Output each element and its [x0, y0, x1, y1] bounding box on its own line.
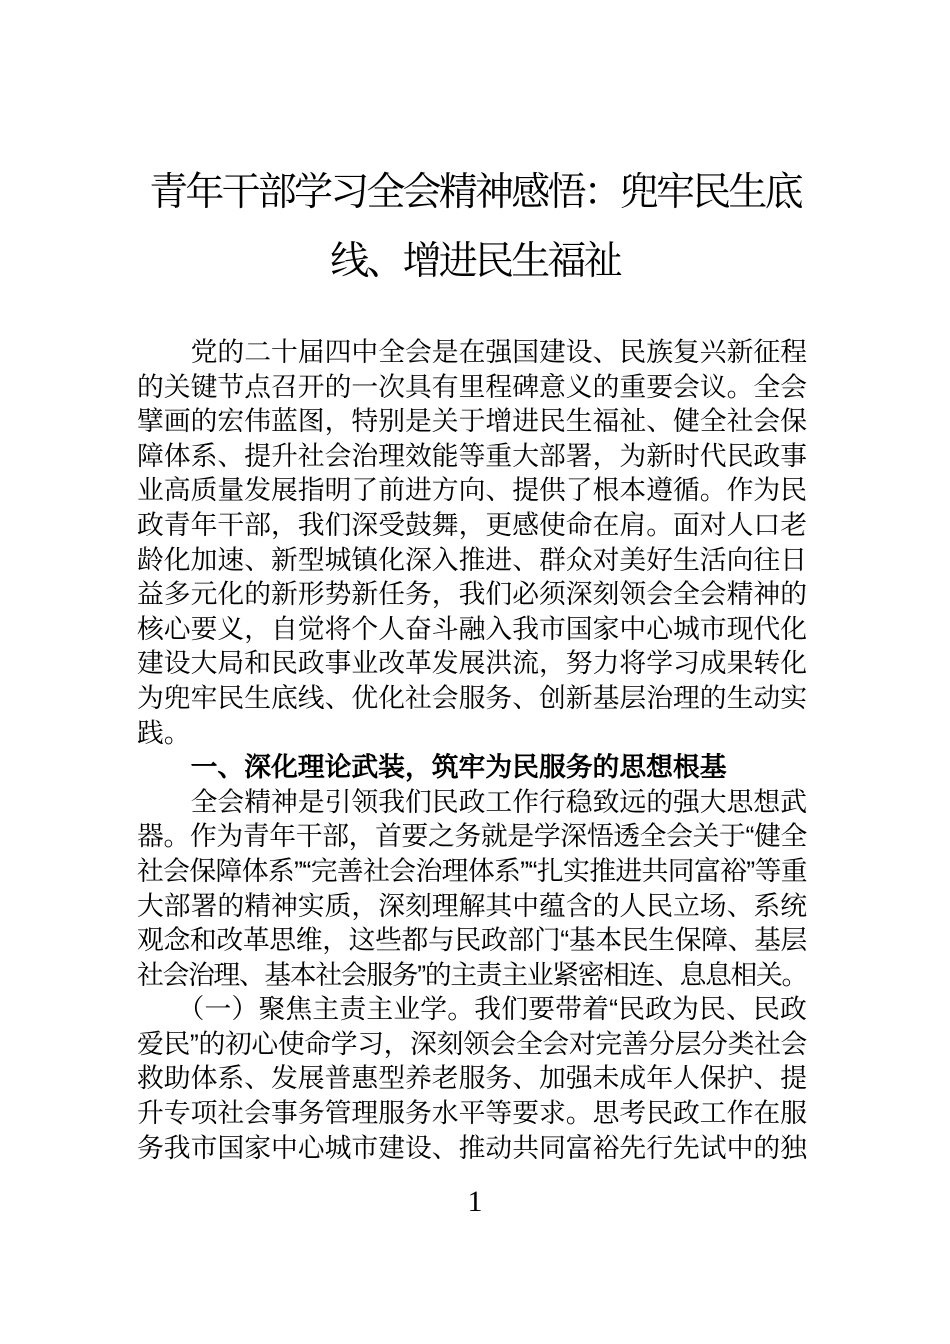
text-line: [137, 577, 807, 612]
text-line-content: 大部署的精神实质，深刻理解其中蕴含的人民立场、系统: [137, 890, 807, 921]
text-line: [137, 854, 807, 889]
text-line: [137, 716, 807, 751]
text-line: [137, 612, 807, 647]
text-line-content: 擘画的宏伟蓝图，特别是关于增进民生福祉、健全社会保: [137, 406, 807, 437]
title-line-1: 青年干部学习全会精神感悟：兜牢民生底: [149, 171, 801, 214]
text-line-content: 政青年干部，我们深受鼓舞，更感使命在肩。面对人口老: [137, 509, 807, 540]
text-line-content: 践。: [137, 717, 191, 748]
document-title: [0, 158, 950, 296]
title-line-2: 线、增进民生福祉: [330, 240, 620, 283]
text-line-content: 社会治理、基本社会服务”的主责主业紧密相连、息息相关。: [137, 959, 807, 990]
text-line: [137, 1131, 807, 1166]
text-line-content: 益多元化的新形势新任务，我们必须深刻领会全会精神的: [137, 579, 807, 610]
text-line: [137, 1096, 807, 1131]
text-line: [137, 1061, 807, 1096]
text-line: [137, 785, 807, 820]
text-line-content: （一）聚焦主责主业学。我们要带着“民政为民、民政: [137, 994, 807, 1025]
text-line: [137, 335, 807, 370]
text-line: [137, 819, 807, 854]
text-line-content: 全会精神是引领我们民政工作行稳致远的强大思想武: [137, 786, 807, 817]
text-line-content: 党的二十届四中全会是在强国建设、民族复兴新征程: [137, 337, 807, 367]
text-line: [137, 646, 807, 681]
text-line: [137, 1027, 807, 1062]
text-line-content: 救助体系、发展普惠型养老服务、加强未成年人保护、提: [137, 1063, 807, 1094]
text-line: [137, 543, 807, 578]
text-line-content: 爱民”的初心使命学习，深刻领会全会对完善分层分类社会: [137, 1028, 807, 1059]
text-line-content: 为兜牢民生底线、优化社会服务、创新基层治理的生动实: [137, 682, 807, 713]
text-line-content: 器。作为青年干部，首要之务就是学深悟透全会关于“健全: [137, 821, 807, 852]
text-line-content: 业高质量发展指明了前进方向、提供了根本遵循。作为民: [137, 475, 807, 506]
text-line-content: 龄化加速、新型城镇化深入推进、群众对美好生活向往日: [137, 544, 807, 575]
text-line: [137, 404, 807, 439]
text-line-content: 障体系、提升社会治理效能等重大部署，为新时代民政事: [137, 440, 807, 471]
text-line: [137, 958, 807, 993]
text-line-content: 升专项社会事务管理服务水平等要求。思考民政工作在服: [137, 1098, 807, 1129]
text-line: [137, 439, 807, 474]
text-line-content: 的关键节点召开的一次具有里程碑意义的重要会议。全会: [137, 371, 807, 402]
body-text: [137, 335, 807, 1165]
section-heading: [137, 750, 807, 785]
text-line: [137, 473, 807, 508]
text-line-content: 建设大局和民政事业改革发展洪流，努力将学习成果转化: [137, 648, 807, 679]
text-line-content: 核心要义，自觉将个人奋斗融入我市国家中心城市现代化: [137, 613, 807, 644]
text-line-content: 一、深化理论武装，筑牢为民服务的思想根基: [137, 752, 727, 783]
page-number: 1: [467, 1185, 483, 1218]
text-line: [137, 681, 807, 716]
text-line-content: 务我市国家中心城市建设、推动共同富裕先行先试中的独: [137, 1132, 807, 1163]
text-line-content: 观念和改革思维，这些都与民政部门“基本民生保障、基层: [137, 925, 807, 956]
text-line: [137, 923, 807, 958]
text-line: [137, 992, 807, 1027]
text-line: [137, 889, 807, 924]
text-line: [137, 508, 807, 543]
text-line: [137, 370, 807, 405]
text-line-content: 社会保障体系”“完善社会治理体系”“扎实推进共同富裕”等重: [137, 855, 807, 886]
